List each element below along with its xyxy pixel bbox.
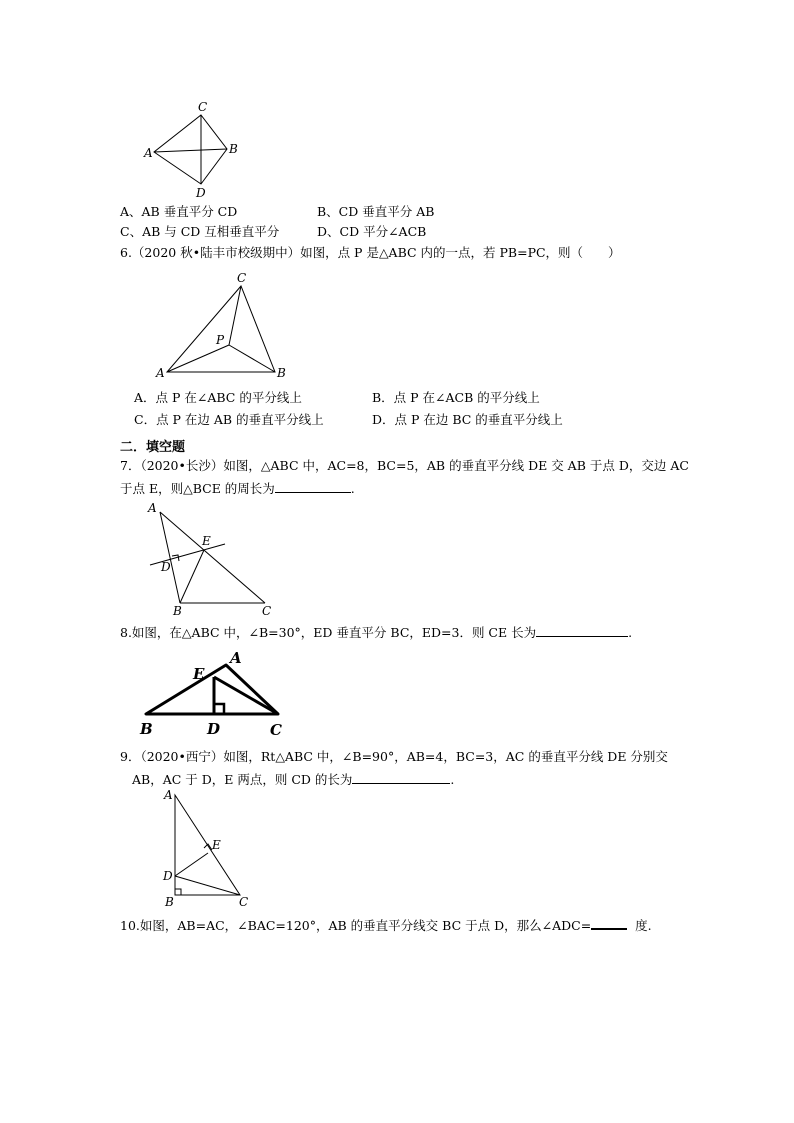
q7-label-a: A (148, 501, 157, 515)
q9-segment-dc (175, 876, 240, 895)
q7-stem-end: . (350, 481, 355, 496)
q10-stem (120, 916, 652, 934)
q7-label-e: E (202, 534, 211, 548)
section-heading-fill-in: 二．填空题 (120, 440, 186, 455)
q7-label-b: B (173, 604, 182, 618)
q6-label-b: B (277, 366, 286, 380)
q9-label-e: E (212, 838, 221, 852)
q6-option-a: A．点 P 在∠ABC 的平分线上 (134, 390, 302, 405)
q9-right-angle-mark-e (204, 844, 212, 850)
q6-label-a: A (156, 366, 165, 380)
q5-label-a: A (144, 146, 153, 160)
q10-stem-text: 10.如图，AB=AC，∠BAC=120°，AB 的垂直平分线交 BC 于点 D，那么∠ADC= (120, 918, 592, 933)
q7-label-d: D (161, 560, 171, 574)
q9-segment-de (175, 853, 208, 876)
q8-stem-text: 8.如图，在△ABC 中，∠B=30°，ED 垂直平分 BC，ED=3．则 CE 长为 (120, 625, 537, 640)
q5-option-c: C、AB 与 CD 互相垂直平分 (120, 224, 280, 239)
q5-option-d: D、CD 平分∠ACB (317, 224, 427, 239)
q5-label-b: B (229, 142, 238, 156)
q8-label-a: A (230, 649, 242, 667)
q6-label-c: C (237, 271, 247, 285)
q9-label-d: D (163, 869, 173, 883)
q7-stem-line1: 7．（2020•长沙）如图，△ABC 中，AC=8，BC=5，AB 的垂直平分线 DE 交 AB 于点 D，交边 AC (120, 458, 689, 473)
q8-label-c: C (270, 721, 282, 739)
q8-label-e: E (193, 665, 205, 683)
q5-label-c: C (198, 100, 208, 114)
q9-label-c: C (239, 895, 249, 909)
q9-label-a: A (164, 788, 173, 802)
q9-stem-end: . (450, 772, 455, 787)
q7-stem-text: 于点 E，则△BCE 的周长为 (120, 481, 275, 496)
q6-option-c: C．点 P 在边 AB 的垂直平分线上 (134, 412, 324, 427)
q9-stem-text: AB，AC 于 D，E 两点，则 CD 的长为 (132, 772, 353, 787)
q5-option-a: A、AB 垂直平分 CD (120, 204, 238, 219)
q5-label-d: D (196, 186, 206, 200)
q8-label-b: B (140, 720, 153, 738)
q6-option-b: B．点 P 在∠ACB 的平分线上 (372, 390, 540, 405)
q9-stem-line1: 9．（2020•西宁）如图，Rt△ABC 中，∠B=90°，AB=4，BC=3，AC 的垂直平分线 DE 分别交 (120, 749, 668, 764)
q10-stem-end: 度. (635, 918, 652, 933)
q5-option-b: B、CD 垂直平分 AB (317, 204, 435, 219)
q7-label-c: C (262, 604, 272, 618)
q9-right-angle-mark-b (175, 889, 181, 895)
q6-stem: 6.（2020 秋•陆丰市校级期中）如图，点 P 是△ABC 内的一点，若 PB=PC，则（ ） (120, 245, 621, 260)
q9-label-b: B (165, 895, 174, 909)
q10-answer-blank[interactable] (591, 916, 627, 930)
q6-label-p: P (216, 333, 225, 347)
q8-label-d: D (207, 720, 221, 738)
q8-stem-end: . (628, 625, 633, 640)
q6-option-d: D．点 P 在边 BC 的垂直平分线上 (372, 412, 563, 427)
